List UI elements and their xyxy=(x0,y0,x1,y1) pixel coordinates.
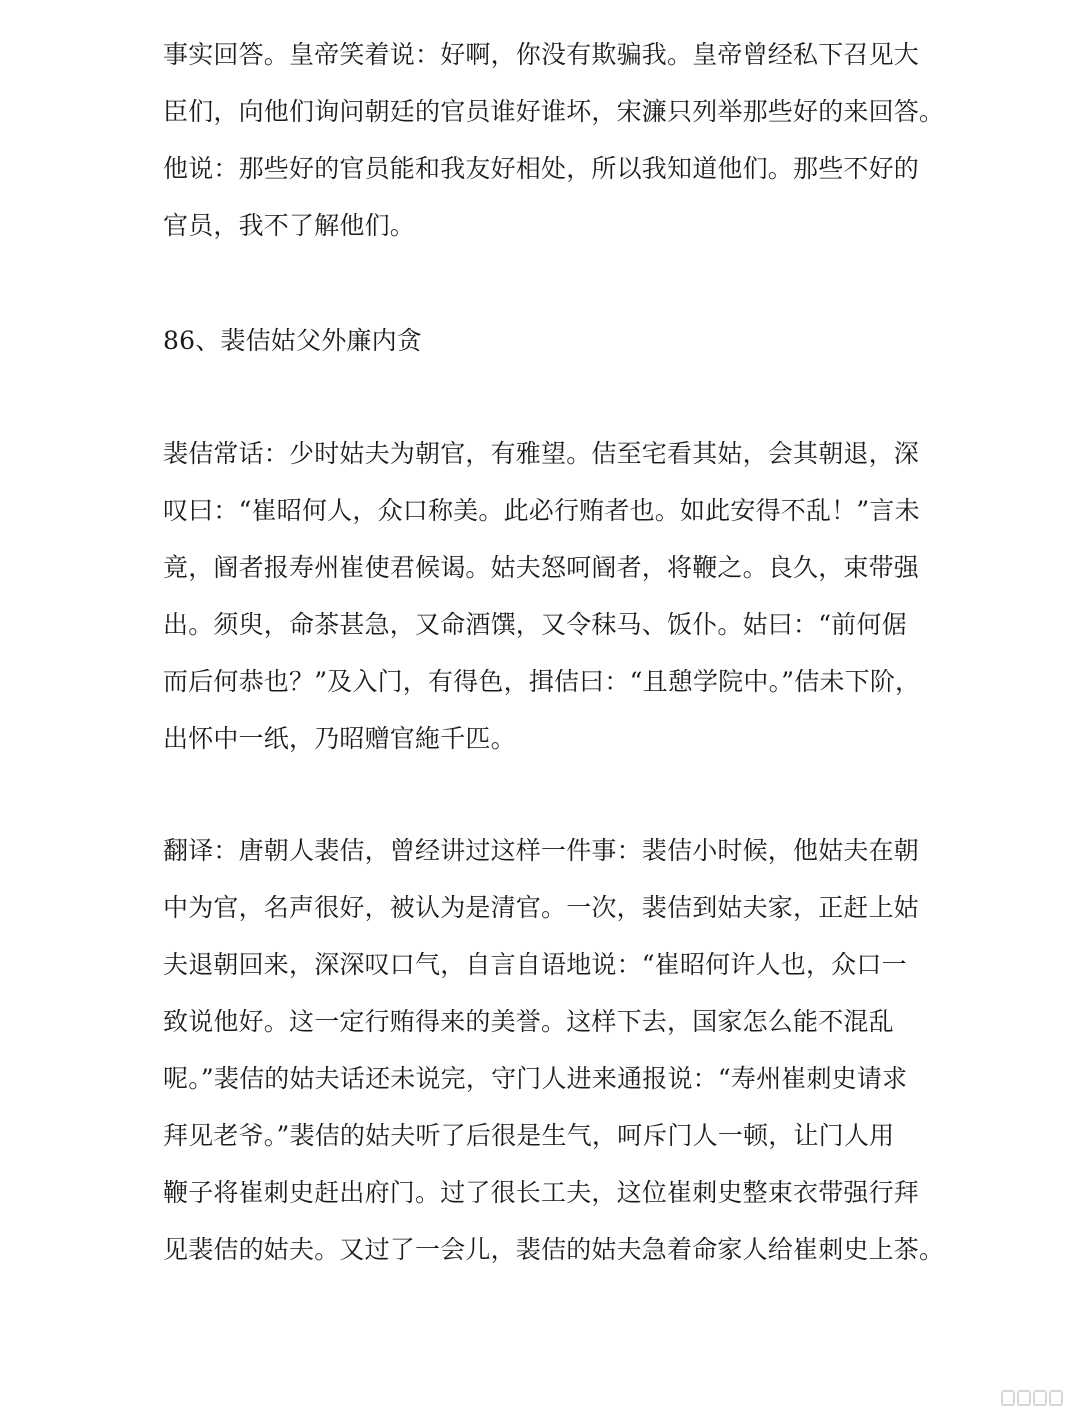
text-line: 事实回答。皇帝笑着说：好啊，你没有欺骗我。皇帝曾经私下召见大 xyxy=(163,40,920,69)
text-line: 鞭子将崔刺史赶出府门。过了很长工夫，这位崔刺史整束衣带强行拜 xyxy=(163,1178,920,1207)
section-heading xyxy=(163,312,923,369)
text-line: 致说他好。这一定行贿得来的美誉。这样下去，国家怎么能不混乱 xyxy=(163,1007,894,1036)
text-line: 叹曰：“崔昭何人，众口称美。此必行贿者也。如此安得不乱！”言未 xyxy=(163,496,920,525)
text-line: 官员，我不了解他们。 xyxy=(163,211,416,240)
paragraph-1 xyxy=(163,26,945,254)
text-line: 拜见老爷。”裴佶的姑夫听了后很是生气，呵斥门人一顿，让门人用 xyxy=(163,1121,895,1150)
text-line: 夫退朝回来，深深叹口气，自言自语地说：“崔昭何许人也，众口一 xyxy=(163,950,907,979)
weibo-watermark-icon xyxy=(1000,1383,1070,1413)
paragraph-3 xyxy=(163,822,945,1278)
text-line: 呢。”裴佶的姑夫话还未说完，守门人进来通报说：“寿州崔刺史请求 xyxy=(163,1064,908,1093)
section-heading-text: 86、裴佶姑父外廉内贪 xyxy=(163,326,423,355)
paragraph-2 xyxy=(163,425,923,767)
text-line: 翻译：唐朝人裴佶，曾经讲过这样一件事：裴佶小时候，他姑夫在朝 xyxy=(163,836,920,865)
text-line: 臣们，向他们询问朝廷的官员谁好谁坏，宋濂只列举那些好的来回答。 xyxy=(163,97,945,126)
text-line: 出怀中一纸，乃昭赠官絁千匹。 xyxy=(163,724,516,753)
text-line: 见裴佶的姑夫。又过了一会儿，裴佶的姑夫急着命家人给崔刺史上茶。 xyxy=(163,1235,945,1264)
text-line: 裴佶常话：少时姑夫为朝官，有雅望。佶至宅看其姑，会其朝退，深 xyxy=(163,439,920,468)
text-line: 中为官，名声很好，被认为是清官。一次，裴佶到姑夫家，正赶上姑 xyxy=(163,893,920,922)
text-line: 出。须臾，命茶甚急，又命酒馔，又令秣马、饭仆。姑曰：“前何倨 xyxy=(163,610,907,639)
text-line: 而后何恭也？”及入门，有得色，揖佶曰：“且憩学院中。”佶未下阶， xyxy=(163,667,921,696)
text-line: 竟，阍者报寿州崔使君候谒。姑夫怒呵阍者，将鞭之。良久，束带强 xyxy=(163,553,920,582)
text-line: 他说：那些好的官员能和我友好相处，所以我知道他们。那些不好的 xyxy=(163,154,920,183)
